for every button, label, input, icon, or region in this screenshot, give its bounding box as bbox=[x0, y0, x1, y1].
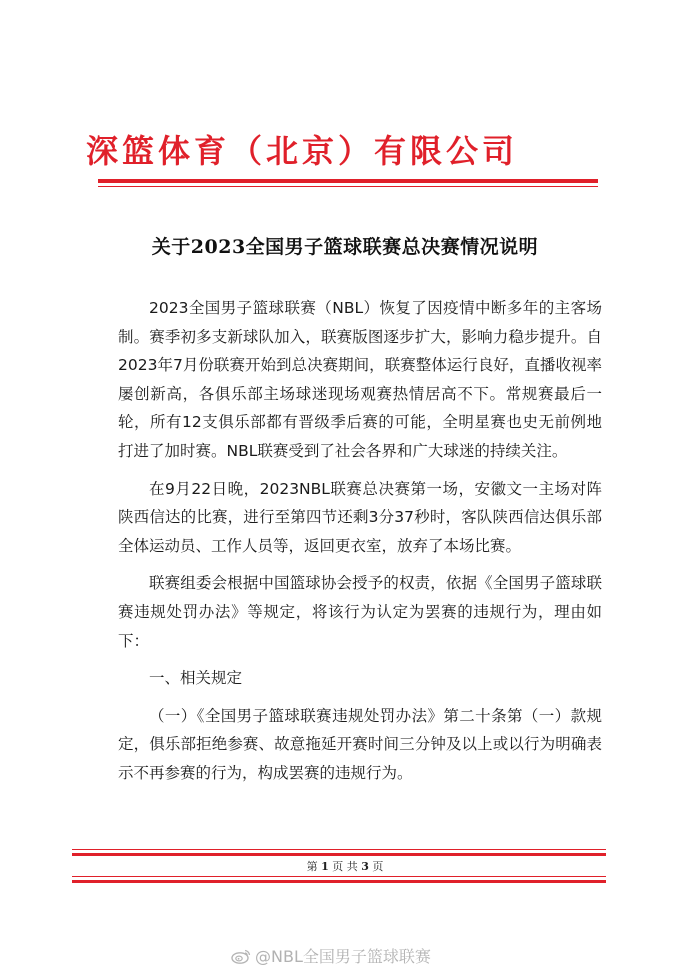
letterhead-rule-thin bbox=[98, 186, 598, 187]
weibo-icon bbox=[231, 948, 251, 964]
page-current: 1 bbox=[321, 860, 329, 873]
document-body bbox=[118, 294, 602, 797]
page-total: 3 bbox=[361, 860, 369, 873]
letterhead-rule-thick bbox=[98, 179, 598, 183]
document-title: 关于2023全国男子篮球联赛总决赛情况说明 bbox=[151, 236, 539, 258]
page-prefix: 第 bbox=[306, 860, 318, 873]
footer-rule-bottom-thick bbox=[72, 880, 606, 883]
paragraph-incident: 在9月22日晚，2023NBL联赛总决赛第一场，安徽文一主场对阵陕西信达的比赛，进行至第四节还剩3分37秒时，客队陕西信达俱乐部全体运动员、工作人员等，返回更衣室，放弃了本场比赛。 bbox=[118, 479, 602, 555]
page-number bbox=[0, 858, 690, 874]
page-suffix: 页 bbox=[372, 860, 384, 873]
page-middle: 页 共 bbox=[332, 860, 358, 873]
section-heading: 一、相关规定 bbox=[149, 669, 243, 688]
footer-rule-bottom-thin bbox=[72, 876, 606, 877]
footer-rule-top-thin bbox=[72, 849, 606, 850]
paragraph-regulation: （一）《全国男子篮球联赛违规处罚办法》第二十条第（一）款规定，俱乐部拒绝参赛、故意拖延开赛时间三分钟及以上或以行为明确表示不再参赛的行为，构成罢赛的违规行为。 bbox=[118, 706, 602, 782]
paragraph-determination: 联赛组委会根据中国篮球协会授予的权责，依据《全国男子篮球联赛违规处罚办法》等规定，将该行为认定为罢赛的违规行为，理由如下： bbox=[118, 574, 602, 650]
watermark-text: @NBL全国男子篮球联赛 bbox=[255, 947, 431, 966]
organization-letterhead: 深篮体育（北京）有限公司 bbox=[86, 132, 519, 170]
watermark bbox=[231, 944, 431, 967]
paragraph-intro: 2023全国男子篮球联赛（NBL）恢复了因疫情中断多年的主客场制。赛季初多支新球队加入，联赛版图逐步扩大，影响力稳步提升。自2023年7月份联赛开始到总决赛期间，联赛整体运行良好，直播收视率屡创新高，各俱乐部主场球迷现场观赛热情居高不下。常规赛最后一轮，所有12支俱乐部都有晋级季后赛的可能，全明星赛也史无前例地打进了加时赛。NBL联赛受到了社会各界和广大球迷的持续关注。 bbox=[118, 299, 602, 460]
footer-rule-top-thick bbox=[72, 853, 606, 856]
